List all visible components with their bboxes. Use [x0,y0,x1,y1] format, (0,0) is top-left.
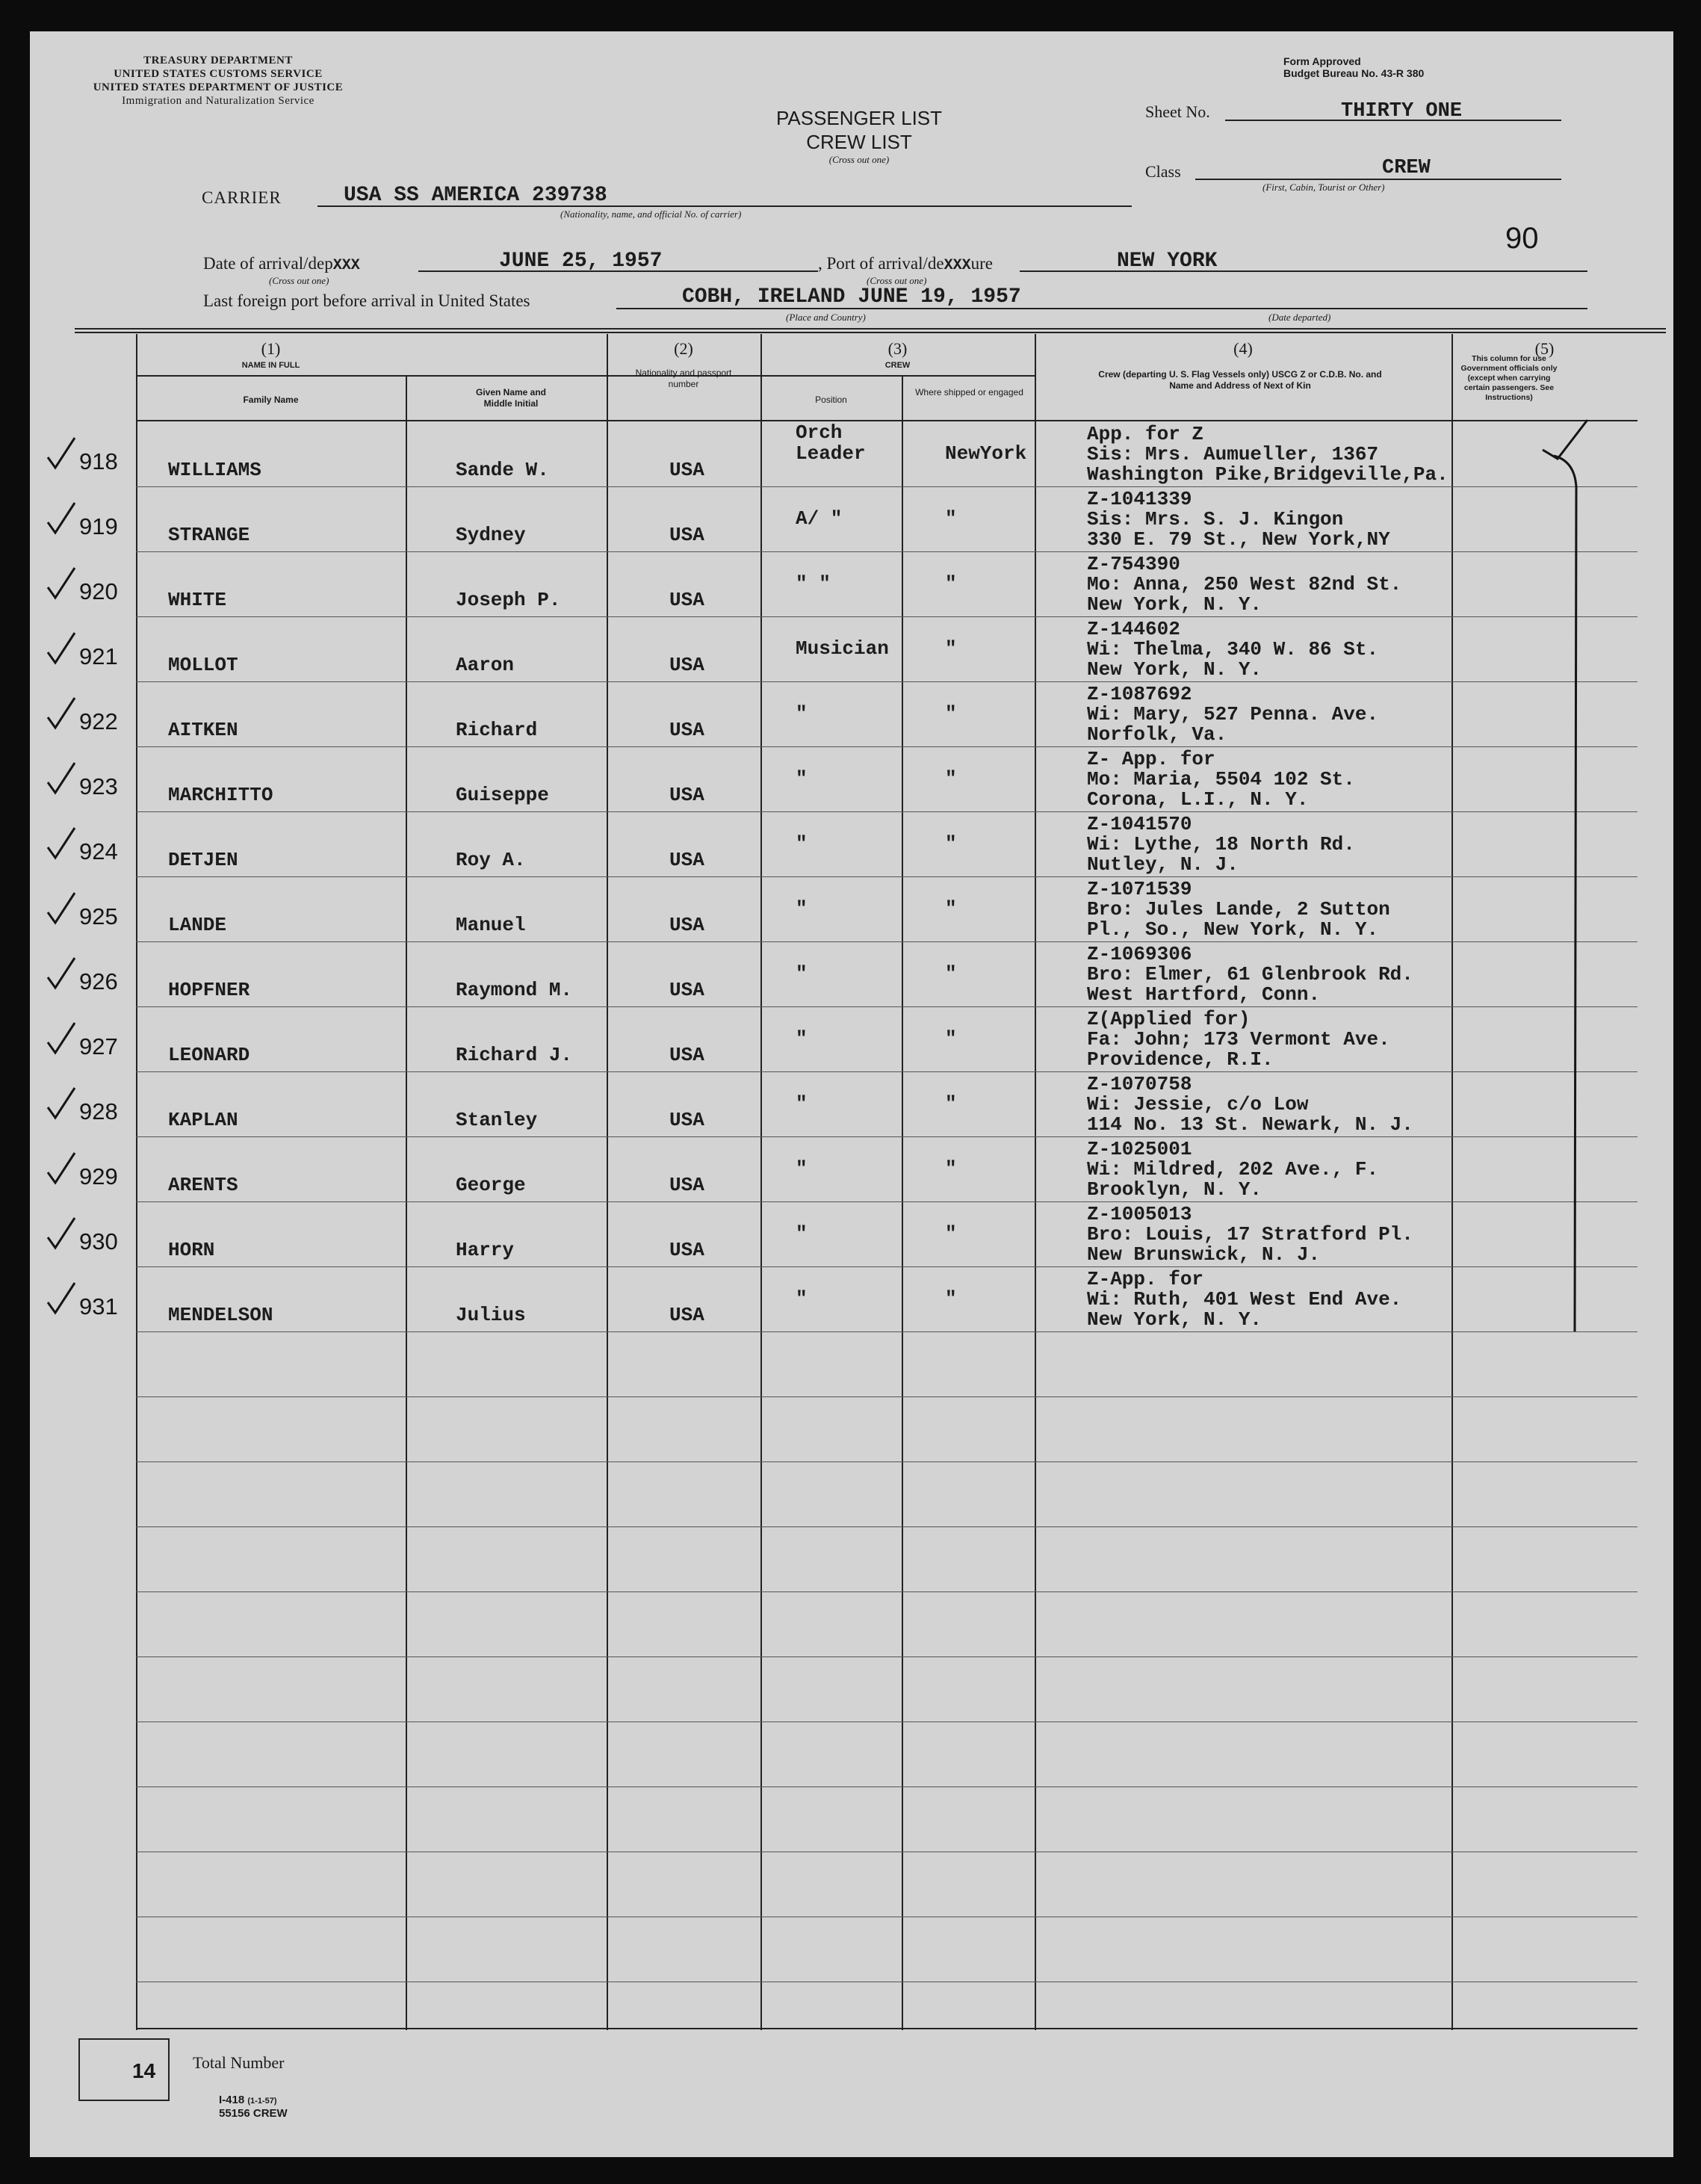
nationality: USA [669,979,704,1001]
where-engaged: NewYork [945,442,1027,465]
nationality: USA [669,719,704,741]
row-check-mark [45,760,78,797]
next-of-kin-line: Z-1070758 [1087,1073,1192,1095]
given-name: Sydney [456,524,526,546]
row-check-mark [45,955,78,992]
row-check-mark [45,500,78,537]
position: " [796,962,808,985]
row-check-mark [45,630,78,667]
next-of-kin-line: Nutley, N. J. [1087,853,1239,876]
next-of-kin-line: Z-144602 [1087,618,1180,640]
where-engaged: " [945,702,957,725]
next-of-kin-line: Brooklyn, N. Y. [1087,1178,1262,1201]
where-engaged: " [945,897,957,920]
row-number: 931 [79,1293,118,1320]
next-of-kin-line: Z-754390 [1087,553,1180,575]
row-check-mark [45,825,78,862]
date-value: JUNE 25, 1957 [499,250,663,273]
manifest-page [30,31,1673,2157]
row-number: 922 [79,708,118,734]
col2-title: Nationality and passport number [635,368,732,389]
next-of-kin-line: Z- App. for [1087,748,1215,770]
position: " [796,1157,808,1180]
next-of-kin-line: Sis: Mrs. S. J. Kingon [1087,508,1344,530]
title-crew-list: CREW LIST [806,131,912,153]
where-engaged: " [945,1287,957,1310]
next-of-kin-line: 330 E. 79 St., New York,NY [1087,528,1390,551]
title-passenger-list: PASSENGER LIST [775,107,943,129]
next-of-kin-line: App. for Z [1087,423,1204,445]
row-check-mark [45,1280,78,1317]
given-name: Richard J. [456,1044,573,1066]
family-name: AITKEN [168,719,238,741]
next-of-kin-line: Z-1025001 [1087,1138,1192,1160]
row-number: 921 [79,643,118,669]
nationality: USA [669,1174,704,1196]
next-of-kin-line: Wi: Mildred, 202 Ave., F. [1087,1158,1379,1181]
next-of-kin-line: Z-App. for [1087,1268,1204,1290]
total-box [78,2038,170,2101]
position: " [796,767,808,790]
official-column-marks [30,31,1673,2157]
next-of-kin-line: Bro: Jules Lande, 2 Sutton [1087,898,1390,921]
where-engaged: " [945,1157,957,1180]
row-check-mark [45,565,78,602]
total-value: 14 [132,2059,156,2082]
sheet-label: Sheet No. [1145,102,1210,121]
position: A/ " [796,507,843,530]
row-check-mark [45,695,78,732]
next-of-kin-line: Wi: Mary, 527 Penna. Ave. [1087,703,1379,726]
where-engaged: " [945,572,957,595]
row-check-mark [45,1085,78,1122]
col3a-position: Position [815,395,847,405]
next-of-kin-line: Washington Pike,Bridgeville,Pa. [1087,463,1449,486]
row-number: 926 [79,968,118,994]
family-name: WHITE [168,589,227,611]
nationality: USA [669,849,704,871]
next-of-kin-line: Z-1069306 [1087,943,1192,965]
given-name: Raymond M. [456,979,573,1001]
next-of-kin-line: Mo: Anna, 250 West 82nd St. [1087,573,1402,596]
col1-number: (1) [261,339,281,358]
title-note: (Cross out one) [828,154,890,165]
form-approved-label: Form Approved [1283,55,1361,67]
col3-title: CREW [884,361,911,370]
where-engaged: " [945,1222,957,1245]
next-of-kin-line: Z(Applied for) [1087,1008,1251,1030]
row-check-mark [45,1215,78,1252]
where-engaged: " [945,1027,957,1050]
family-name: MARCHITTO [168,784,273,806]
row-number: 923 [79,773,118,799]
family-name: LANDE [168,914,227,936]
family-name: MOLLOT [168,654,238,676]
port-strike: XXX [944,257,971,274]
next-of-kin-line: Bro: Elmer, 61 Glenbrook Rd. [1087,963,1413,986]
date-note: (Cross out one) [269,275,329,286]
family-name: MENDELSON [168,1304,273,1326]
given-name: Joseph P. [456,589,561,611]
row-number: 929 [79,1163,118,1190]
next-of-kin-line: Z-1041339 [1087,488,1192,510]
agency-line: Immigration and Naturalization Service [122,95,315,107]
handwritten-number: 90 [1505,222,1539,255]
col4-number: (4) [1233,339,1253,358]
col5-number: (5) [1534,339,1555,358]
given-name: Stanley [456,1109,538,1131]
next-of-kin-line: West Hartford, Conn. [1087,983,1321,1006]
given-name: Julius [456,1304,526,1326]
next-of-kin-line: Z-1005013 [1087,1203,1192,1225]
carrier-note: (Nationality, name, and official No. of carrier) [560,208,742,220]
date-departed-note: (Date departed) [1268,312,1331,323]
next-of-kin-line: Wi: Jessie, c/o Low [1087,1093,1309,1116]
nationality: USA [669,784,704,806]
col5-title: This column for use Government officials only (except when carrying certain passengers. See Instructions) [1460,354,1558,402]
nationality: USA [669,524,704,546]
col2-number: (2) [674,339,693,358]
next-of-kin-line: New York, N. Y. [1087,658,1262,681]
position: " " [796,572,831,595]
family-name: ARENTS [168,1174,238,1196]
form-code: 55156 CREW [219,2107,288,2120]
next-of-kin-line: Wi: Thelma, 340 W. 86 St. [1087,638,1379,661]
position: " [796,832,808,855]
last-port-value: COBH, IRELAND JUNE 19, 1957 [682,285,1021,309]
where-engaged: " [945,962,957,985]
port-label-text: , Port of arrival/de [818,254,944,273]
nationality: USA [669,1239,704,1261]
where-engaged: " [945,637,957,660]
total-label: Total Number [193,2053,285,2072]
given-name: George [456,1174,526,1196]
next-of-kin-line: Providence, R.I. [1087,1048,1274,1071]
next-of-kin-line: Mo: Maria, 5504 102 St. [1087,768,1355,791]
next-of-kin-line: Z-1071539 [1087,878,1192,900]
nationality: USA [669,1304,704,1326]
row-number: 918 [79,448,118,474]
position: Musician [796,637,889,660]
row-number: 927 [79,1033,118,1059]
nationality: USA [669,589,704,611]
row-check-mark [45,890,78,927]
row-number: 930 [79,1228,118,1255]
where-engaged: " [945,767,957,790]
carrier-value: USA SS AMERICA 239738 [344,184,607,207]
position: " [796,1027,808,1050]
position: " [796,702,808,725]
next-of-kin-line: Norfolk, Va. [1087,723,1227,746]
next-of-kin-line: Z-1087692 [1087,683,1192,705]
next-of-kin-line: Wi: Lythe, 18 North Rd. [1087,833,1355,856]
col1a-family: Family Name [243,395,299,405]
next-of-kin-line: Corona, L.I., N. Y. [1087,788,1309,811]
nationality: USA [669,1044,704,1066]
family-name: DETJEN [168,849,238,871]
position: " [796,1222,808,1245]
position: " [796,897,808,920]
form-number [219,2094,277,2106]
row-check-mark [45,1150,78,1187]
given-name: Harry [456,1239,515,1261]
col3b-where: Where shipped or engaged [915,387,1023,397]
carrier-label: CARRIER [202,188,282,207]
family-name: HOPFNER [168,979,250,1001]
next-of-kin-line: Bro: Louis, 17 Stratford Pl. [1087,1223,1413,1246]
col1b-given: Given Name and Middle Initial [475,387,547,409]
row-number: 919 [79,513,118,539]
given-name: Roy A. [456,849,526,871]
position: Leader [796,442,866,465]
next-of-kin-line: New Brunswick, N. J. [1087,1243,1321,1266]
family-name: WILLIAMS [168,459,261,481]
where-engaged: " [945,1092,957,1115]
place-note: (Place and Country) [786,312,866,323]
given-name: Aaron [456,654,515,676]
next-of-kin-line: Pl., So., New York, N. Y. [1087,918,1379,941]
next-of-kin-line: Fa: John; 173 Vermont Ave. [1087,1028,1390,1051]
row-number: 928 [79,1098,118,1125]
row-number: 924 [79,838,118,864]
position-line-1: Orch [796,421,843,444]
next-of-kin-line: Sis: Mrs. Aumueller, 1367 [1087,443,1379,465]
nationality: USA [669,654,704,676]
next-of-kin-line: New York, N. Y. [1087,593,1262,616]
agency-line: TREASURY DEPARTMENT [143,55,293,66]
given-name: Manuel [456,914,526,936]
form-number-id: I-418 [219,2094,245,2106]
port-value: NEW YORK [1117,250,1218,273]
where-engaged: " [945,832,957,855]
row-check-mark [45,435,78,472]
family-name: KAPLAN [168,1109,238,1131]
family-name: HORN [168,1239,215,1261]
next-of-kin-line: Z-1041570 [1087,813,1192,835]
port-label-end: ure [970,254,994,273]
class-note: (First, Cabin, Tourist or Other) [1262,182,1385,193]
position: " [796,1287,808,1310]
position: " [796,1092,808,1115]
date-strike: XXX [332,257,360,274]
budget-bureau: Budget Bureau No. 43-R 380 [1283,67,1425,79]
given-name: Sande W. [456,459,549,481]
family-name: LEONARD [168,1044,250,1066]
class-value: CREW [1382,157,1431,179]
col3-number: (3) [887,339,908,358]
next-of-kin-line: New York, N. Y. [1087,1308,1262,1331]
family-name: STRANGE [168,524,250,546]
date-label-text: Date of arrival/dep [203,254,333,273]
class-label: Class [1145,162,1181,181]
agency-line: UNITED STATES CUSTOMS SERVICE [114,68,323,80]
row-check-mark [45,1020,78,1057]
nationality: USA [669,914,704,936]
port-note: (Cross out one) [867,275,927,286]
agency-line: UNITED STATES DEPARTMENT OF JUSTICE [93,81,344,93]
row-number: 920 [79,578,118,604]
row-number: 925 [79,903,118,929]
nationality: USA [669,1109,704,1131]
next-of-kin-line: 114 No. 13 St. Newark, N. J. [1087,1113,1413,1136]
where-engaged: " [945,507,957,530]
given-name: Guiseppe [456,784,549,806]
last-port-label: Last foreign port before arrival in United States [203,291,530,310]
col1-title: NAME IN FULL [241,361,300,370]
nationality: USA [669,459,704,481]
given-name: Richard [456,719,538,741]
sheet-value: THIRTY ONE [1341,100,1463,123]
col4-title: Crew (departing U. S. Flag Vessels only) USCG Z or C.D.B. No. and Name and Address of Next of Kin [1098,369,1382,391]
next-of-kin-line: Wi: Ruth, 401 West End Ave. [1087,1288,1402,1311]
form-number-date: (1-1-57) [247,2097,277,2106]
